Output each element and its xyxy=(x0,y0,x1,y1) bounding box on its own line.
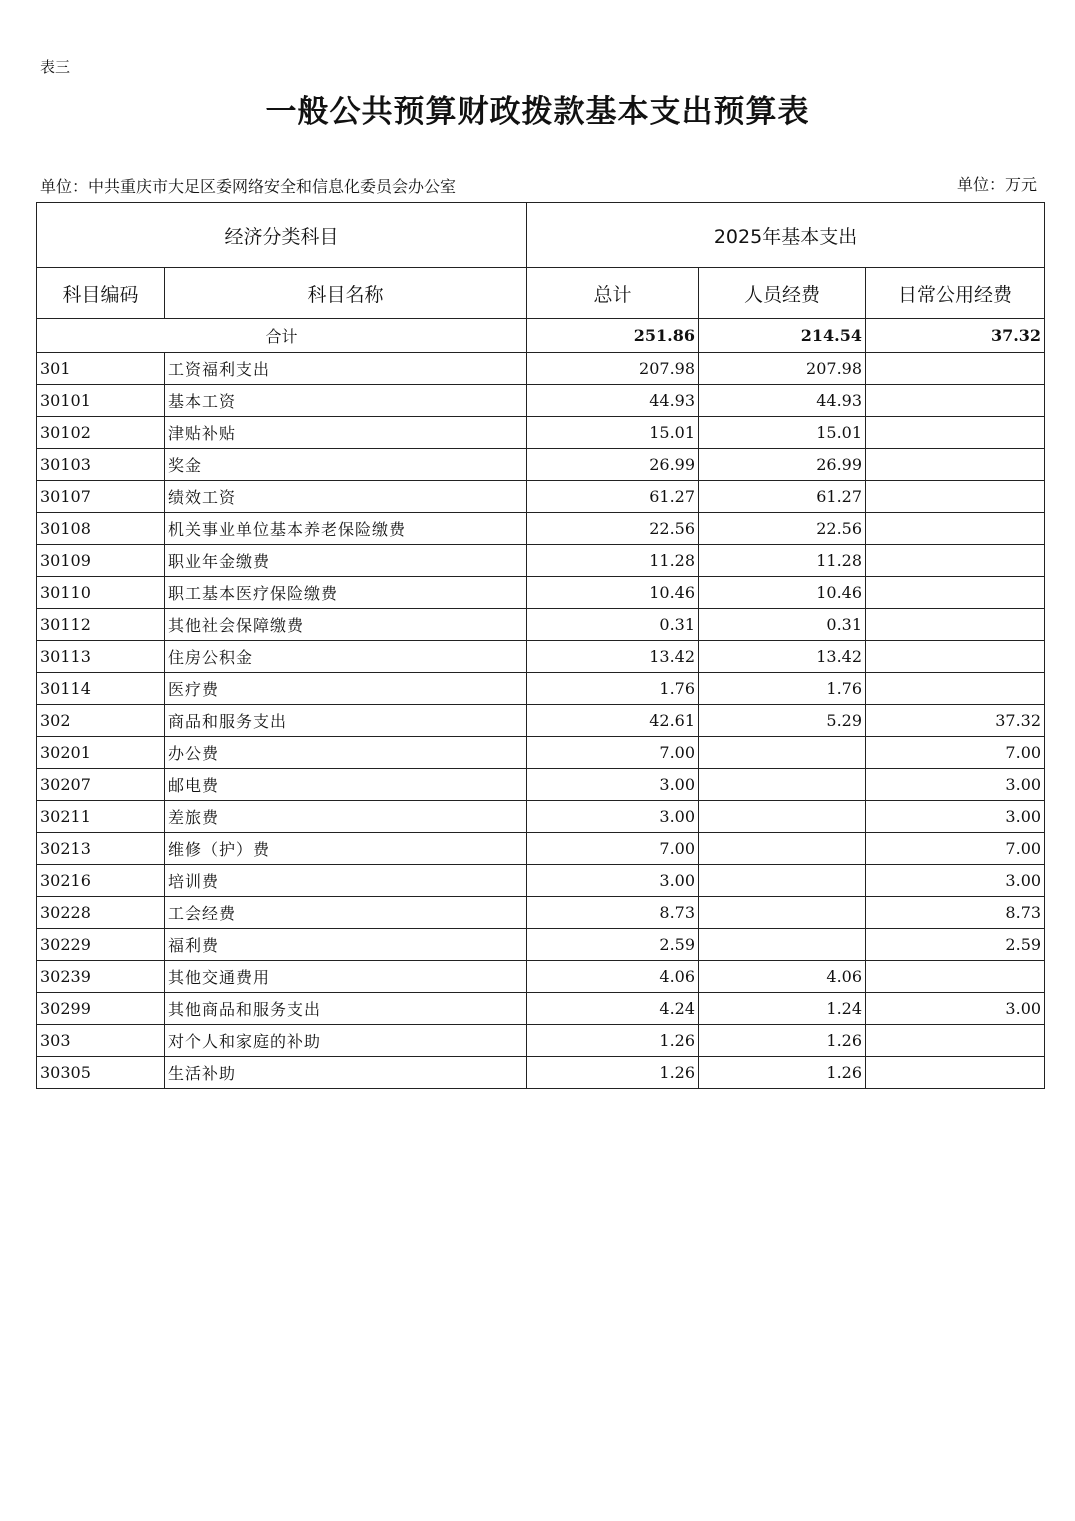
row-name: 其他商品和服务支出 xyxy=(165,993,527,1025)
row-personnel xyxy=(699,833,866,865)
row-public xyxy=(866,1057,1045,1089)
table-row xyxy=(37,513,1045,545)
row-personnel: 22.56 xyxy=(699,513,866,545)
row-personnel: 11.28 xyxy=(699,545,866,577)
row-personnel xyxy=(699,865,866,897)
row-code: 30239 xyxy=(37,961,165,993)
total-personnel: 214.54 xyxy=(699,319,866,353)
row-personnel: 1.24 xyxy=(699,993,866,1025)
row-total: 1.26 xyxy=(527,1025,699,1057)
row-personnel: 10.46 xyxy=(699,577,866,609)
row-name: 工会经费 xyxy=(165,897,527,929)
row-total: 4.06 xyxy=(527,961,699,993)
row-name: 其他社会保障缴费 xyxy=(165,609,527,641)
row-total: 4.24 xyxy=(527,993,699,1025)
row-personnel: 0.31 xyxy=(699,609,866,641)
header-row-columns xyxy=(37,268,1045,319)
header-public: 日常公用经费 xyxy=(866,268,1045,319)
row-personnel: 1.76 xyxy=(699,673,866,705)
row-code: 30207 xyxy=(37,769,165,801)
row-public xyxy=(866,1025,1045,1057)
row-personnel: 15.01 xyxy=(699,417,866,449)
table-row xyxy=(37,833,1045,865)
total-label: 合计 xyxy=(37,319,527,353)
row-name: 津贴补贴 xyxy=(165,417,527,449)
row-total: 1.26 xyxy=(527,1057,699,1089)
row-personnel: 5.29 xyxy=(699,705,866,737)
row-name: 对个人和家庭的补助 xyxy=(165,1025,527,1057)
row-total: 2.59 xyxy=(527,929,699,961)
row-name: 工资福利支出 xyxy=(165,353,527,385)
row-code: 30216 xyxy=(37,865,165,897)
row-code: 30213 xyxy=(37,833,165,865)
table-row xyxy=(37,801,1045,833)
table-row xyxy=(37,417,1045,449)
row-name: 维修（护）费 xyxy=(165,833,527,865)
row-public xyxy=(866,353,1045,385)
row-total: 3.00 xyxy=(527,801,699,833)
row-public xyxy=(866,577,1045,609)
row-public xyxy=(866,961,1045,993)
row-personnel xyxy=(699,929,866,961)
row-total: 13.42 xyxy=(527,641,699,673)
table-row xyxy=(37,769,1045,801)
row-code: 30101 xyxy=(37,385,165,417)
page-label: 表三 xyxy=(40,58,71,76)
table-row xyxy=(37,545,1045,577)
unit-organization: 单位：中共重庆市大足区委网络安全和信息化委员会办公室 xyxy=(40,177,457,196)
row-total: 7.00 xyxy=(527,833,699,865)
table-row xyxy=(37,897,1045,929)
header-personnel: 人员经费 xyxy=(699,268,866,319)
table-row xyxy=(37,449,1045,481)
row-code: 30228 xyxy=(37,897,165,929)
row-total: 207.98 xyxy=(527,353,699,385)
row-total: 26.99 xyxy=(527,449,699,481)
row-name: 差旅费 xyxy=(165,801,527,833)
row-name: 基本工资 xyxy=(165,385,527,417)
row-code: 30299 xyxy=(37,993,165,1025)
total-total: 251.86 xyxy=(527,319,699,353)
row-personnel xyxy=(699,801,866,833)
row-code: 30113 xyxy=(37,641,165,673)
row-name: 其他交通费用 xyxy=(165,961,527,993)
table-row xyxy=(37,385,1045,417)
row-code: 30201 xyxy=(37,737,165,769)
row-public: 3.00 xyxy=(866,993,1045,1025)
row-personnel: 44.93 xyxy=(699,385,866,417)
row-name: 机关事业单位基本养老保险缴费 xyxy=(165,513,527,545)
row-public xyxy=(866,449,1045,481)
table-row xyxy=(37,673,1045,705)
row-name: 福利费 xyxy=(165,929,527,961)
row-public: 3.00 xyxy=(866,865,1045,897)
row-code: 30229 xyxy=(37,929,165,961)
row-public xyxy=(866,385,1045,417)
row-total: 1.76 xyxy=(527,673,699,705)
page-title: 一般公共预算财政拨款基本支出预算表 xyxy=(265,94,810,130)
row-name: 医疗费 xyxy=(165,673,527,705)
table-row xyxy=(37,993,1045,1025)
row-total: 15.01 xyxy=(527,417,699,449)
row-public: 2.59 xyxy=(866,929,1045,961)
row-public: 3.00 xyxy=(866,801,1045,833)
table-row xyxy=(37,1057,1045,1089)
row-personnel: 1.26 xyxy=(699,1057,866,1089)
row-code: 30112 xyxy=(37,609,165,641)
row-code: 303 xyxy=(37,1025,165,1057)
header-econ-category: 经济分类科目 xyxy=(37,203,527,268)
row-code: 30108 xyxy=(37,513,165,545)
table-row xyxy=(37,705,1045,737)
table-row xyxy=(37,1025,1045,1057)
row-name: 生活补助 xyxy=(165,1057,527,1089)
row-personnel xyxy=(699,897,866,929)
row-name: 职业年金缴费 xyxy=(165,545,527,577)
table-row xyxy=(37,609,1045,641)
row-personnel: 4.06 xyxy=(699,961,866,993)
row-public xyxy=(866,609,1045,641)
row-public: 8.73 xyxy=(866,897,1045,929)
row-code: 30110 xyxy=(37,577,165,609)
row-public xyxy=(866,417,1045,449)
row-total: 44.93 xyxy=(527,385,699,417)
row-code: 30305 xyxy=(37,1057,165,1089)
total-public: 37.32 xyxy=(866,319,1045,353)
row-name: 商品和服务支出 xyxy=(165,705,527,737)
row-name: 住房公积金 xyxy=(165,641,527,673)
table-row xyxy=(37,577,1045,609)
row-name: 邮电费 xyxy=(165,769,527,801)
row-personnel: 1.26 xyxy=(699,1025,866,1057)
row-total: 0.31 xyxy=(527,609,699,641)
row-public: 7.00 xyxy=(866,833,1045,865)
row-name: 绩效工资 xyxy=(165,481,527,513)
row-personnel: 207.98 xyxy=(699,353,866,385)
table-row xyxy=(37,737,1045,769)
unit-measure: 单位：万元 xyxy=(956,175,1037,194)
row-personnel: 26.99 xyxy=(699,449,866,481)
row-public: 37.32 xyxy=(866,705,1045,737)
total-row xyxy=(37,319,1045,353)
table-row xyxy=(37,641,1045,673)
table-row xyxy=(37,961,1045,993)
row-code: 301 xyxy=(37,353,165,385)
row-name: 培训费 xyxy=(165,865,527,897)
row-code: 30107 xyxy=(37,481,165,513)
row-total: 10.46 xyxy=(527,577,699,609)
row-code: 30211 xyxy=(37,801,165,833)
row-total: 3.00 xyxy=(527,865,699,897)
row-total: 11.28 xyxy=(527,545,699,577)
row-code: 30114 xyxy=(37,673,165,705)
table-row xyxy=(37,481,1045,513)
row-public: 7.00 xyxy=(866,737,1045,769)
row-total: 61.27 xyxy=(527,481,699,513)
row-total: 8.73 xyxy=(527,897,699,929)
row-total: 7.00 xyxy=(527,737,699,769)
row-code: 302 xyxy=(37,705,165,737)
header-code: 科目编码 xyxy=(37,268,165,319)
row-total: 22.56 xyxy=(527,513,699,545)
budget-table xyxy=(36,202,1045,1089)
header-row-top xyxy=(37,203,1045,268)
row-name: 奖金 xyxy=(165,449,527,481)
row-name: 职工基本医疗保险缴费 xyxy=(165,577,527,609)
table-row xyxy=(37,353,1045,385)
row-public xyxy=(866,545,1045,577)
row-personnel xyxy=(699,737,866,769)
row-total: 42.61 xyxy=(527,705,699,737)
header-year-basic: 2025年基本支出 xyxy=(527,203,1045,268)
row-public xyxy=(866,481,1045,513)
row-personnel: 61.27 xyxy=(699,481,866,513)
row-personnel xyxy=(699,769,866,801)
header-name: 科目名称 xyxy=(165,268,527,319)
row-total: 3.00 xyxy=(527,769,699,801)
row-name: 办公费 xyxy=(165,737,527,769)
header-total: 总计 xyxy=(527,268,699,319)
row-code: 30103 xyxy=(37,449,165,481)
row-code: 30102 xyxy=(37,417,165,449)
table-row xyxy=(37,865,1045,897)
row-personnel: 13.42 xyxy=(699,641,866,673)
row-public xyxy=(866,513,1045,545)
row-code: 30109 xyxy=(37,545,165,577)
row-public xyxy=(866,641,1045,673)
row-public xyxy=(866,673,1045,705)
row-public: 3.00 xyxy=(866,769,1045,801)
table-row xyxy=(37,929,1045,961)
